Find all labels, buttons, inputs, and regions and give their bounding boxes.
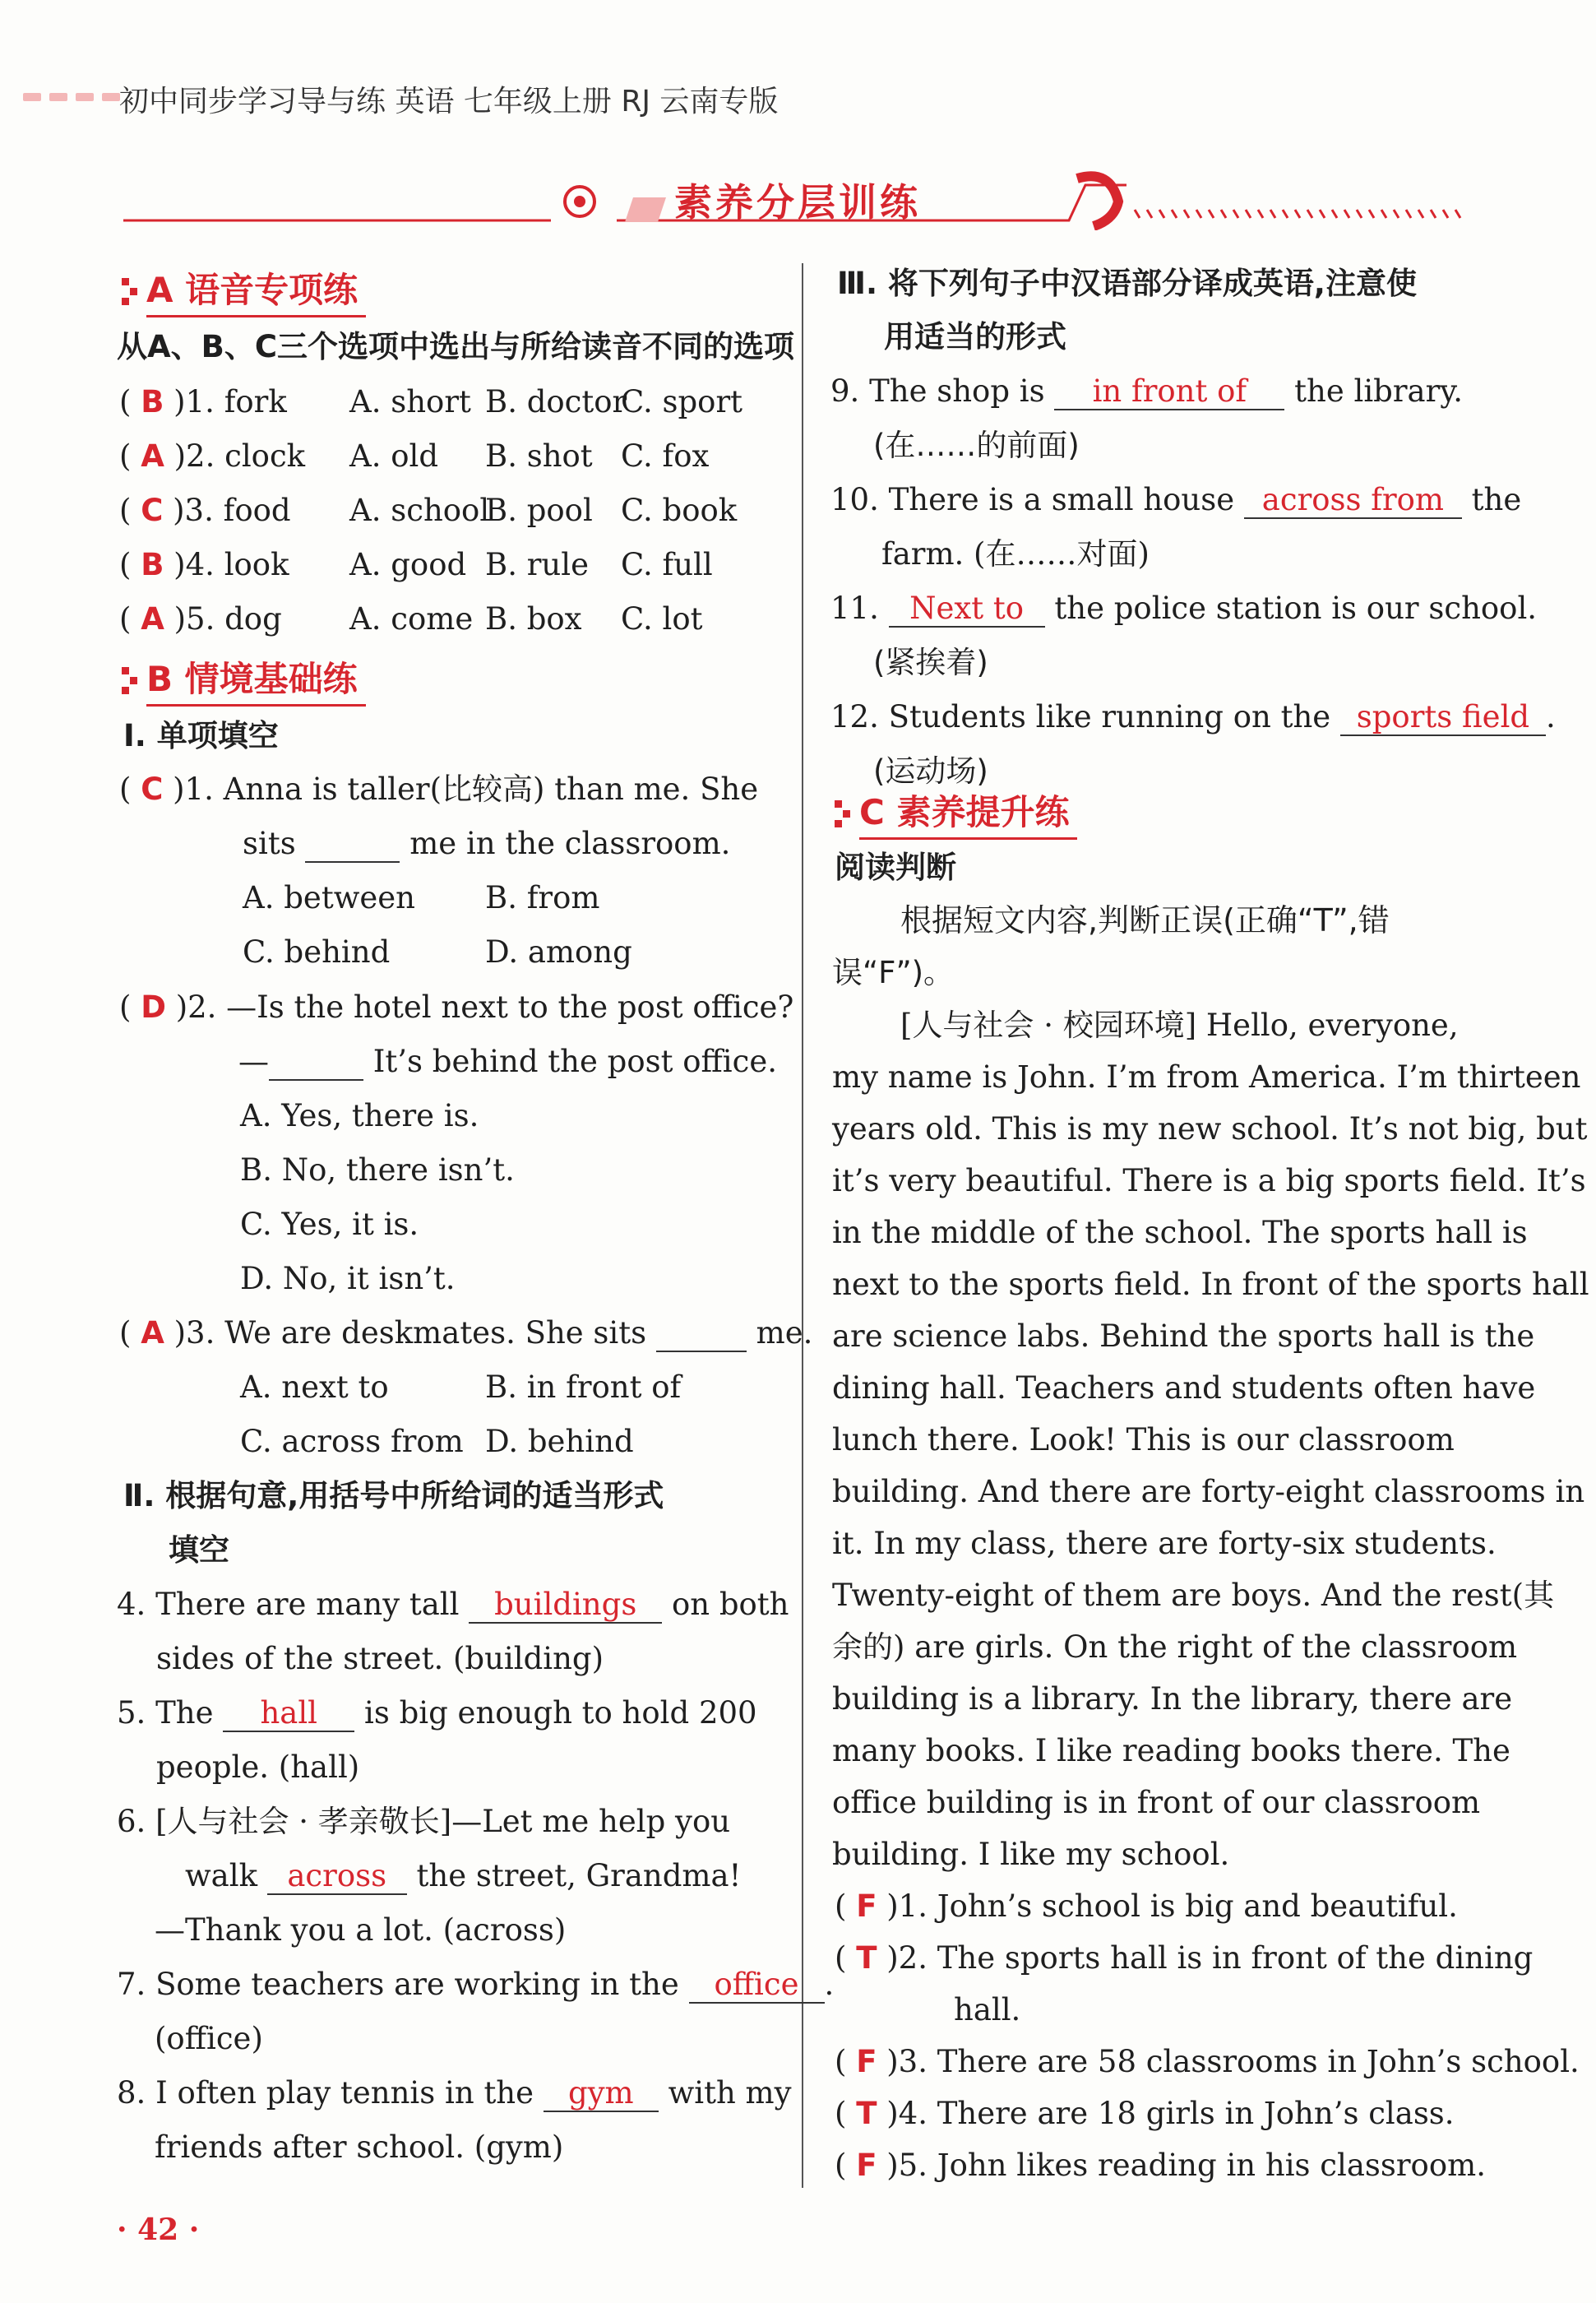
section-b-heading: B 情境基础练	[122, 652, 358, 702]
passage-line: 余的) are girls. On the right of the classroom	[832, 1629, 1518, 1665]
option-d: D. behind	[485, 1424, 634, 1459]
option-d: D. among	[485, 934, 632, 970]
passage-line: in the middle of the school. The sports hall is	[832, 1215, 1528, 1250]
option-b: B. from	[485, 880, 600, 915]
section-c-sub: 阅读判断	[835, 850, 956, 885]
option-b: B. rule	[485, 547, 589, 582]
question-7: 7. Some teachers are working in the office .	[117, 1967, 835, 2002]
judgement-2: ( T )2. The sports hall is in front of the dining	[835, 1940, 1534, 1976]
part3-title-cont: 用适当的形式	[884, 319, 1066, 354]
option-a: A. short	[349, 384, 471, 419]
part2-title-cont: 填空	[169, 1532, 229, 1568]
question-2: ( D )2. —Is the hotel next to the post office?	[119, 989, 794, 1025]
question-1: ( C )1. Anna is taller(比较高) than me. She	[119, 772, 759, 807]
question-5-line2: people. (hall)	[156, 1749, 360, 1785]
option-a: A. next to	[240, 1369, 389, 1405]
part3-title: Ⅲ. 将下列句子中汉语部分译成英语,注意使	[837, 266, 1417, 301]
question-5: 5. The hall is big enough to hold 200	[117, 1695, 757, 1731]
option-c: C. full	[621, 547, 713, 582]
passage-line: years old. This is my new school. It’s not big, but	[832, 1111, 1588, 1147]
passage-line: many books. I like reading books there. The	[832, 1733, 1510, 1768]
question-6: 6. [人与社会 · 孝亲敬长]—Let me help you	[117, 1804, 731, 1839]
question-1-line2: sits me in the classroom.	[243, 826, 731, 861]
question-9: 9. The shop is in front of the library.	[830, 373, 1464, 409]
banner-title: 素养分层训练	[674, 180, 921, 225]
book-title: 初中同步学习导与练 英语 七年级上册 RJ 云南专版	[119, 85, 779, 118]
section-marker-icon	[835, 799, 851, 832]
passage-line: next to the sports field. In front of the sports hall	[832, 1267, 1589, 1302]
list-item: ( A )2. clock	[119, 438, 306, 474]
question-3: ( A )3. We are deskmates. She sits me.	[119, 1315, 813, 1351]
option-b: B. in front of	[485, 1369, 682, 1405]
option-b: B. pool	[485, 493, 593, 528]
question-12: 12. Students like running on the sports field .	[830, 699, 1556, 734]
question-4: 4. There are many tall buildings on both	[117, 1587, 789, 1622]
section-marker-icon	[122, 276, 138, 309]
header-decoration	[23, 89, 128, 104]
section-c-instruction: 根据短文内容,判断正误(正确“T”,错	[900, 902, 1390, 938]
section-a-instruction: 从A、B、C三个选项中选出与所给读音不同的选项	[117, 329, 794, 364]
option-c: C. across from	[240, 1424, 464, 1459]
section-c-heading: C 素养提升练	[835, 785, 1069, 835]
part2-title: Ⅱ. 根据句意,用括号中所给词的适当形式	[123, 1478, 664, 1513]
section-a-heading: A 语音专项练	[122, 263, 358, 313]
question-12-line2: (运动场)	[873, 753, 988, 789]
question-9-line2: (在……的前面)	[873, 428, 1080, 463]
section-marker-icon	[122, 665, 138, 698]
passage-line: office building is in front of our classroom	[832, 1785, 1481, 1820]
list-item: ( C )3. food	[119, 493, 291, 528]
option-a: A. school	[349, 493, 490, 528]
passage-line: it. In my class, there are forty-six students.	[832, 1526, 1497, 1561]
option-c: C. Yes, it is.	[240, 1207, 419, 1242]
question-11: 11. Next to the police station is our school.	[830, 591, 1538, 626]
judgement-5: ( F )5. John likes reading in his classroom.	[835, 2148, 1486, 2183]
passage-line: [人与社会 · 校园环境] Hello, everyone,	[900, 1008, 1459, 1043]
question-2-line2: — It’s behind the post office.	[238, 1044, 777, 1079]
question-10: 10. There is a small house across from the	[830, 482, 1522, 517]
list-item: ( B )4. look	[119, 547, 289, 582]
option-a: A. old	[349, 438, 439, 474]
option-c: C. fox	[621, 438, 710, 474]
list-item: ( A )5. dog	[119, 601, 282, 637]
column-divider	[802, 263, 803, 2188]
question-8: 8. I often play tennis in the gym with my	[117, 2075, 792, 2111]
question-4-line2: sides of the street. (building)	[156, 1641, 604, 1676]
option-b: B. doctor	[485, 384, 627, 419]
passage-line: building. I like my school.	[832, 1837, 1230, 1872]
option-c: C. behind	[243, 934, 391, 970]
option-c: C. book	[621, 493, 738, 528]
passage-line: building. And there are forty-eight classrooms in	[832, 1474, 1585, 1509]
option-a: A. between	[243, 880, 415, 915]
option-c: C. lot	[621, 601, 703, 637]
passage-line: my name is John. I’m from America. I’m thirteen	[832, 1059, 1581, 1095]
question-11-line2: (紧挨着)	[873, 645, 988, 680]
option-d: D. No, it isn’t.	[240, 1261, 456, 1296]
passage-line: lunch there. Look! This is our classroom	[832, 1422, 1455, 1457]
option-b: B. box	[485, 601, 582, 637]
judgement-3: ( F )3. There are 58 classrooms in John’s school.	[835, 2044, 1580, 2079]
question-6-line2: walk across the street, Grandma!	[185, 1858, 742, 1893]
option-a: A. good	[349, 547, 467, 582]
section-c-instruction-cont: 误“F”)。	[832, 955, 955, 990]
option-b: B. No, there isn’t.	[240, 1152, 515, 1188]
judgement-4: ( T )4. There are 18 girls in John’s class.	[835, 2096, 1455, 2131]
option-b: B. shot	[485, 438, 593, 474]
passage-line: dining hall. Teachers and students often have	[832, 1370, 1536, 1406]
page-number: · 42 ·	[117, 2213, 200, 2247]
passage-line: Twenty-eight of them are boys. And the rest(其	[832, 1578, 1555, 1613]
judgement-2-line2: hall.	[954, 1992, 1021, 2027]
option-c: C. sport	[621, 384, 743, 419]
question-6-line3: —Thank you a lot. (across)	[155, 1912, 567, 1948]
option-a: A. Yes, there is.	[240, 1098, 479, 1133]
option-a: A. come	[349, 601, 474, 637]
question-8-line2: friends after school. (gym)	[155, 2129, 564, 2165]
list-item: ( B )1. fork	[119, 384, 287, 419]
judgement-1: ( F )1. John’s school is big and beautiful.	[835, 1888, 1458, 1924]
question-10-line2: farm. (在……对面)	[881, 536, 1150, 572]
passage-line: are science labs. Behind the sports hall is the	[832, 1318, 1535, 1354]
part1-title: Ⅰ. 单项填空	[123, 718, 279, 753]
question-7-line2: (office)	[155, 2021, 263, 2056]
passage-line: it’s very beautiful. There is a big sports field. It’s	[832, 1163, 1586, 1198]
passage-line: building is a library. In the library, there are	[832, 1681, 1513, 1717]
